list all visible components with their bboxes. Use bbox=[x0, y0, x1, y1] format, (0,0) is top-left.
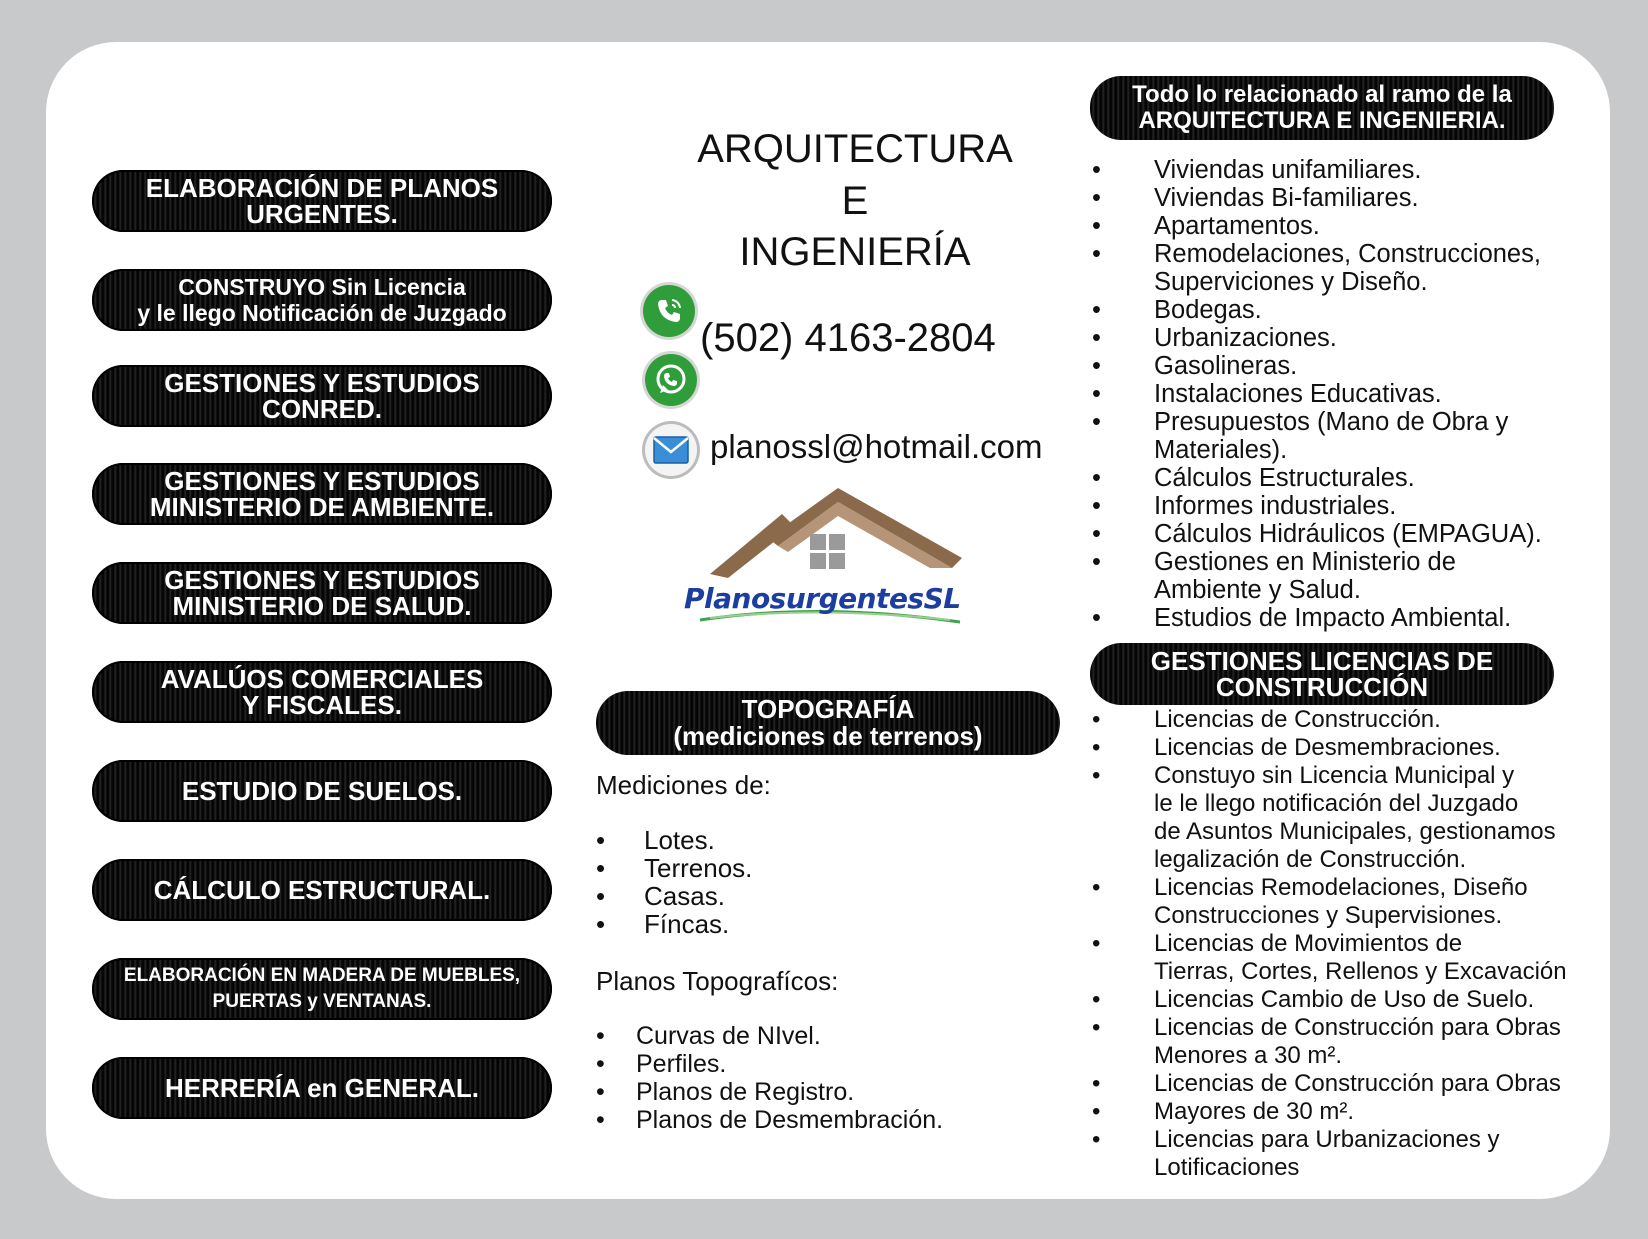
list-item: • Bodegas. bbox=[1092, 296, 1542, 324]
list-item: • Viviendas unifamiliares. bbox=[1092, 156, 1542, 184]
list-item: • Perfiles. bbox=[596, 1050, 943, 1078]
list-item: • Licencias Cambio de Uso de Suelo. bbox=[1092, 986, 1567, 1014]
list-item: • Cálculos Hidráulicos (EMPAGUA). bbox=[1092, 520, 1542, 548]
service-line: ESTUDIO DE SUELOS. bbox=[181, 776, 463, 806]
service-ministerio-ambiente bbox=[92, 463, 552, 525]
list-item: • Curvas de NIvel. bbox=[596, 1022, 943, 1050]
service-line: AVALÚOS COMERCIALES bbox=[160, 664, 484, 694]
mediciones-label: Mediciones de: bbox=[596, 770, 771, 800]
service-calculo-estructural bbox=[92, 859, 552, 921]
service-line: URGENTES. bbox=[246, 199, 398, 229]
list-item: • Licencias de Construcción. bbox=[1092, 706, 1567, 734]
licencias-title: GESTIONES LICENCIAS DE bbox=[1150, 646, 1494, 676]
list-item: • Presupuestos (Mano de Obra y bbox=[1092, 408, 1542, 436]
company-logo bbox=[680, 486, 970, 636]
service-line: ELABORACIÓN DE PLANOS bbox=[145, 173, 499, 203]
arquitectura-title: Todo lo relacionado al ramo de la bbox=[1132, 81, 1512, 108]
service-conred bbox=[92, 365, 552, 427]
title-ingenieria: INGENIERÍA bbox=[739, 230, 971, 274]
list-item: • Viviendas Bi-familiares. bbox=[1092, 184, 1542, 212]
list-item: • Licencias de Movimientos de bbox=[1092, 930, 1567, 958]
phone-icon bbox=[643, 285, 695, 337]
list-item: • Mayores de 30 m². bbox=[1092, 1098, 1567, 1126]
list-item: • Casas. bbox=[596, 882, 752, 910]
licencias-header bbox=[1090, 643, 1554, 705]
topografia-subtitle: (mediciones de terrenos) bbox=[673, 721, 983, 751]
service-line: GESTIONES Y ESTUDIOS bbox=[164, 565, 480, 595]
list-item: • Gasolineras. bbox=[1092, 352, 1542, 380]
list-item-continuation: Lotificaciones bbox=[1154, 1154, 1300, 1181]
list-item-continuation: Menores a 30 m². bbox=[1154, 1042, 1343, 1069]
service-line: GESTIONES Y ESTUDIOS bbox=[164, 466, 480, 496]
planos-list bbox=[596, 1022, 943, 1134]
list-item: • Licencias para Urbanizaciones y bbox=[1092, 1126, 1567, 1154]
service-planos-urgentes bbox=[92, 170, 552, 232]
service-line: GESTIONES Y ESTUDIOS bbox=[164, 368, 480, 398]
service-line: CONRED. bbox=[262, 394, 382, 424]
list-item: • Planos de Registro. bbox=[596, 1078, 943, 1106]
service-madera bbox=[92, 958, 552, 1020]
list-item-continuation: le le llego notificación del Juzgado bbox=[1154, 790, 1519, 817]
list-item: • Terrenos. bbox=[596, 854, 752, 882]
list-item: • Licencias de Construcción para Obras bbox=[1092, 1014, 1567, 1042]
list-item-continuation: de Asuntos Municipales, gestionamos bbox=[1154, 818, 1556, 845]
email-icon bbox=[645, 424, 697, 476]
service-line: y le llego Notificación de Juzgado bbox=[137, 300, 507, 326]
list-item: • Apartamentos. bbox=[1092, 212, 1542, 240]
list-item-continuation: Materiales). bbox=[1154, 436, 1288, 464]
list-item-continuation: Ambiente y Salud. bbox=[1154, 576, 1361, 604]
phone-number: (502) 4163-2804 bbox=[700, 316, 996, 360]
topografia-header bbox=[596, 691, 1060, 755]
licencias-subtitle: CONSTRUCCIÓN bbox=[1215, 672, 1429, 702]
service-line: HERRERÍA en GENERAL. bbox=[165, 1073, 479, 1103]
list-item: • Remodelaciones, Construcciones, bbox=[1092, 240, 1542, 268]
list-item-continuation: Tierras, Cortes, Rellenos y Excavación bbox=[1154, 958, 1567, 985]
list-item: • Informes industriales. bbox=[1092, 492, 1542, 520]
service-estudio-suelos bbox=[92, 760, 552, 822]
title-arquitectura: ARQUITECTURA bbox=[697, 127, 1013, 171]
list-item: • Estudios de Impacto Ambiental. bbox=[1092, 604, 1542, 632]
logo-text: PlanosurgentesSL bbox=[684, 582, 961, 615]
service-line: PUERTAS y VENTANAS. bbox=[212, 991, 432, 1012]
service-line: Y FISCALES. bbox=[242, 690, 402, 720]
licencias-list bbox=[1092, 706, 1567, 1182]
arquitectura-header bbox=[1090, 76, 1554, 140]
service-construyo-sin-licencia bbox=[92, 269, 552, 331]
service-line: ELABORACIÓN EN MADERA DE MUEBLES, bbox=[123, 965, 521, 986]
service-line: MINISTERIO DE SALUD. bbox=[172, 591, 472, 621]
mediciones-list bbox=[596, 826, 752, 938]
list-item: • Licencias de Desmembraciones. bbox=[1092, 734, 1567, 762]
service-line: MINISTERIO DE AMBIENTE. bbox=[149, 492, 495, 522]
list-item-continuation: Superviciones y Diseño. bbox=[1154, 268, 1428, 296]
list-item: • Licencias de Construcción para Obras bbox=[1092, 1070, 1567, 1098]
service-herreria bbox=[92, 1057, 552, 1119]
list-item: • Gestiones en Ministerio de bbox=[1092, 548, 1542, 576]
list-item-continuation: Construcciones y Supervisiones. bbox=[1154, 902, 1503, 929]
title-e: E bbox=[841, 179, 869, 223]
list-item: • Planos de Desmembración. bbox=[596, 1106, 943, 1134]
arquitectura-subtitle: ARQUITECTURA E INGENIERIA. bbox=[1138, 107, 1506, 134]
service-ministerio-salud bbox=[92, 562, 552, 624]
arquitectura-list bbox=[1092, 156, 1542, 632]
list-item: • Fíncas. bbox=[596, 910, 752, 938]
topografia-title: TOPOGRAFÍA bbox=[741, 694, 915, 724]
email-address: planossl@hotmail.com bbox=[710, 428, 1043, 465]
service-line: CONSTRUYO Sin Licencia bbox=[178, 274, 466, 300]
list-item: • Licencias Remodelaciones, Diseño bbox=[1092, 874, 1567, 902]
list-item: • Constuyo sin Licencia Municipal y bbox=[1092, 762, 1567, 790]
service-avaluos bbox=[92, 661, 552, 723]
planos-label: Planos Topografícos: bbox=[596, 966, 839, 996]
whatsapp-icon bbox=[645, 354, 697, 406]
list-item: • Urbanizaciones. bbox=[1092, 324, 1542, 352]
list-item-continuation: legalización de Construcción. bbox=[1154, 846, 1467, 873]
list-item: • Lotes. bbox=[596, 826, 752, 854]
service-line: CÁLCULO ESTRUCTURAL. bbox=[153, 875, 491, 905]
list-item: • Cálculos Estructurales. bbox=[1092, 464, 1542, 492]
list-item: • Instalaciones Educativas. bbox=[1092, 380, 1542, 408]
